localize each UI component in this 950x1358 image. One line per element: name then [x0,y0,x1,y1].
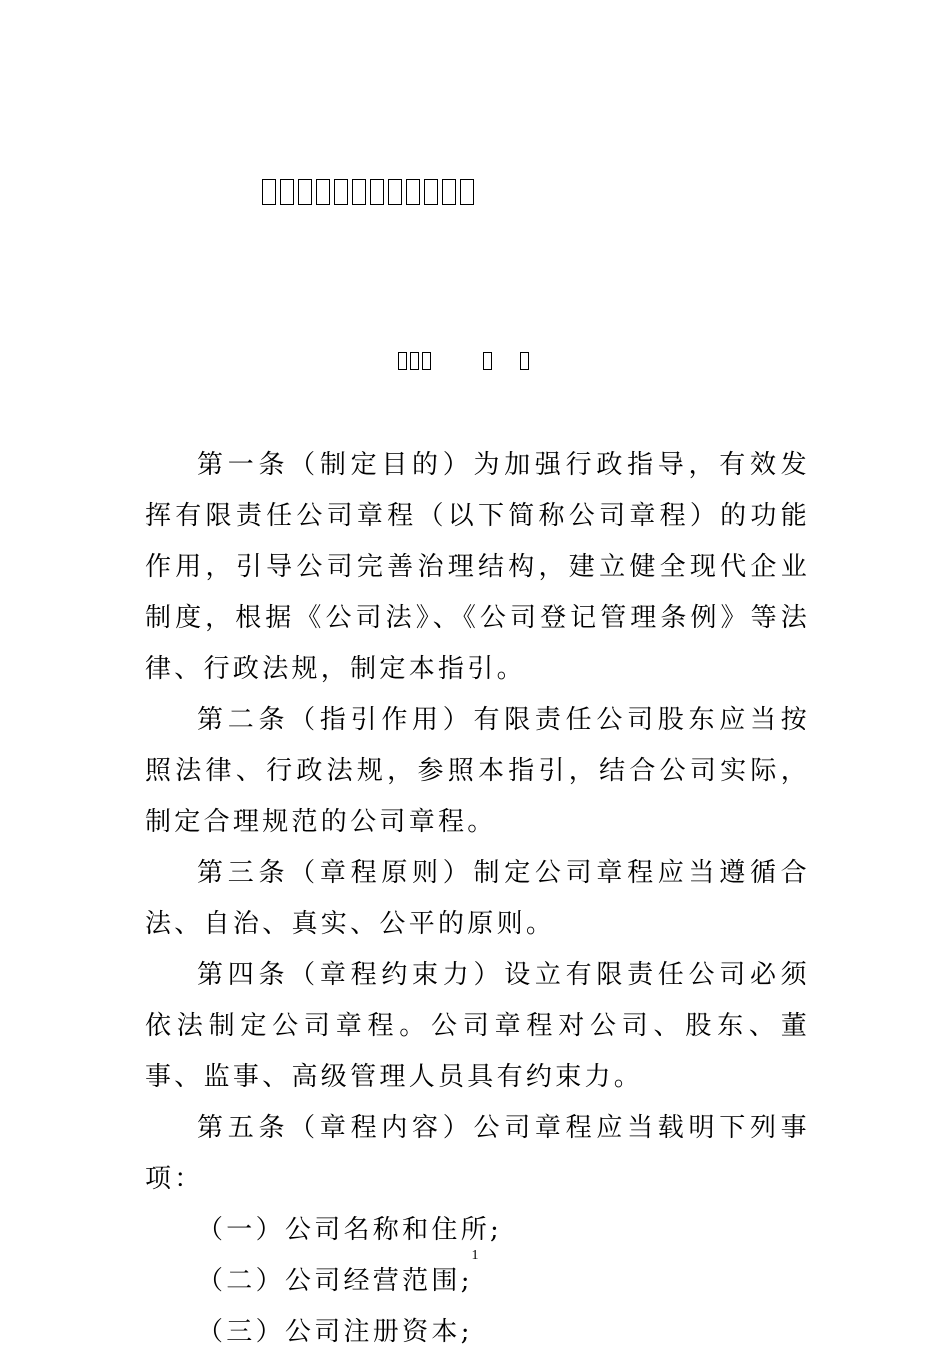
article-5-item-2: （二）公司经营范围; [197,1266,473,1296]
subtitle-group-3 [520,352,529,370]
missing-glyph-box [424,179,438,205]
document-title-missing-glyphs [262,170,682,214]
missing-glyph-box [298,179,312,205]
document-body [145,440,810,1358]
subtitle-group-1 [398,352,431,370]
article-4: 第四条（章程约束力）设立有限责任公司必须依法制定公司章程。公司章程对公司、股东、董事、监事、高级管理人员具有约束力。 [145,960,810,1092]
missing-glyph-box [483,352,492,370]
missing-glyph-box [398,352,407,370]
missing-glyph-box [262,179,276,205]
missing-glyph-box [280,179,294,205]
page-number: 1 [471,1248,479,1263]
document-subtitle-missing-glyphs [398,346,529,376]
missing-glyph-box [406,179,420,205]
article-3: 第三条（章程原则）制定公司章程应当遵循合法、自治、真实、公平的原则。 [145,858,810,939]
missing-glyph-box [370,179,384,205]
missing-glyph-box [388,179,402,205]
missing-glyph-box [442,179,456,205]
article-5-item-1: （一）公司名称和住所; [197,1215,503,1245]
article-2: 第二条（指引作用）有限责任公司股东应当按照法律、行政法规，参照本指引，结合公司实际，制定合理规范的公司章程。 [145,705,810,837]
subtitle-group-2 [483,352,492,370]
missing-glyph-box [410,352,419,370]
missing-glyph-box [334,179,348,205]
article-1: 第一条（制定目的）为加强行政指导，有效发挥有限责任公司章程（以下简称公司章程）的功能作用，引导公司完善治理结构，建立健全现代企业制度，根据《公司法》、《公司登记管理条例》等法律、行政法规，制定本指引。 [145,450,810,684]
missing-glyph-box [352,179,366,205]
missing-glyph-box [460,179,474,205]
missing-glyph-box [520,352,529,370]
missing-glyph-box [316,179,330,205]
missing-glyph-box [422,352,431,370]
article-5: 第五条（章程内容）公司章程应当载明下列事项： [145,1113,810,1194]
article-5-item-3: （三）公司注册资本; [197,1317,473,1347]
